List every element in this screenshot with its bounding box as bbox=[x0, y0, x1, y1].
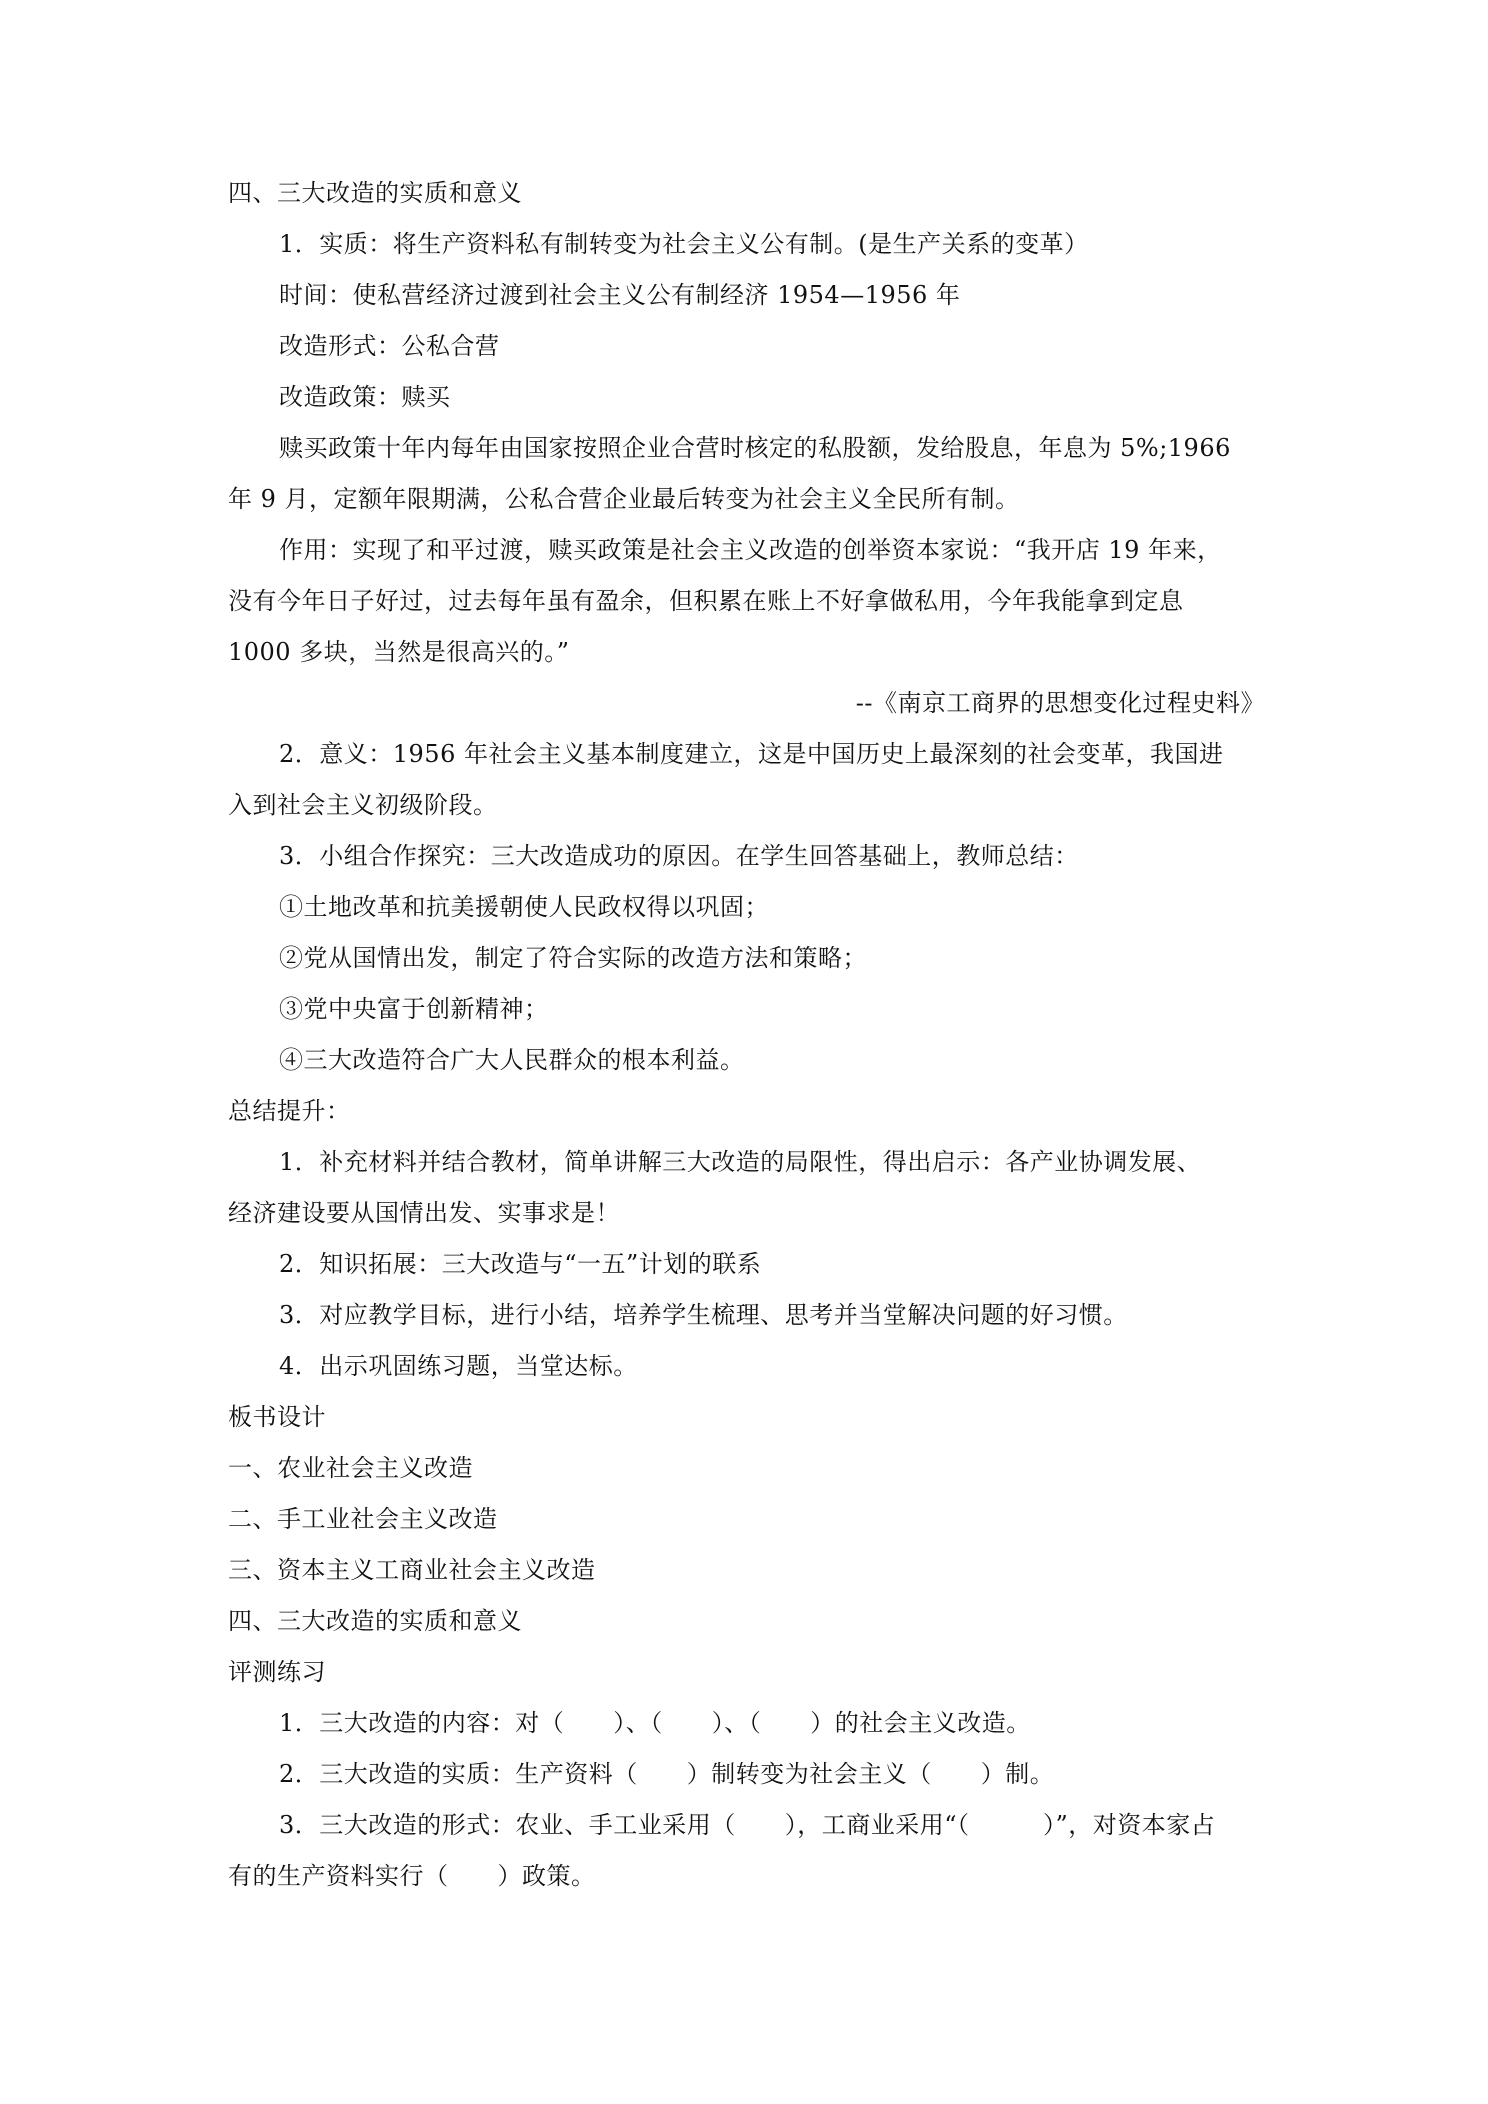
paragraph-line: 作用：实现了和平过渡，赎买政策是社会主义改造的创举资本家说：“我开店 19 年来， bbox=[279, 536, 1222, 564]
list-item: ④三大改造符合广大人民群众的根本利益。 bbox=[279, 1046, 745, 1074]
outline-item: 三、资本主义工商业社会主义改造 bbox=[228, 1556, 596, 1584]
paragraph-line: 1．实质：将生产资料私有制转变为社会主义公有制。(是生产关系的变革） bbox=[279, 230, 1089, 258]
list-item: ③党中央富于创新精神； bbox=[279, 995, 549, 1023]
exercise-item: 2．三大改造的实质：生产资料（ ）制转变为社会主义（ ）制。 bbox=[279, 1760, 1055, 1788]
paragraph-line: 赎买政策十年内每年由国家按照企业合营时核定的私股额，发给股息，年息为 5%;1966 bbox=[279, 434, 1231, 462]
paragraph-line: 1．补充材料并结合教材，简单讲解三大改造的局限性，得出启示：各产业协调发展、 bbox=[279, 1148, 1202, 1176]
paragraph-line: 4．出示巩固练习题，当堂达标。 bbox=[279, 1352, 638, 1380]
outline-item: 一、农业社会主义改造 bbox=[228, 1454, 473, 1482]
outline-item: 四、三大改造的实质和意义 bbox=[228, 1607, 522, 1635]
exercise-item: 有的生产资料实行（ ）政策。 bbox=[228, 1862, 596, 1890]
paragraph-line: 3．对应教学目标，进行小结，培养学生梳理、思考并当堂解决问题的好习惯。 bbox=[279, 1301, 1128, 1329]
paragraph-line: 经济建设要从国情出发、实事求是！ bbox=[228, 1199, 620, 1227]
section-heading: 板书设计 bbox=[228, 1403, 326, 1431]
paragraph-line: 1000 多块，当然是很高兴的。” bbox=[228, 638, 570, 666]
section-heading: 总结提升： bbox=[228, 1097, 351, 1125]
section-heading: 评测练习 bbox=[228, 1658, 326, 1686]
paragraph-line: 2．意义：1956 年社会主义基本制度建立，这是中国历史上最深刻的社会变革，我国进 bbox=[279, 740, 1224, 768]
paragraph-line: 没有今年日子好过，过去每年虽有盈余，但积累在账上不好拿做私用，今年我能拿到定息 bbox=[228, 587, 1184, 615]
exercise-item: 1．三大改造的内容：对（ ）、（ ）、（ ）的社会主义改造。 bbox=[279, 1709, 1031, 1737]
exercise-item: 3．三大改造的形式：农业、手工业采用（ ），工商业采用“（ ）”，对资本家占 bbox=[279, 1811, 1216, 1839]
paragraph-line: 3．小组合作探究：三大改造成功的原因。在学生回答基础上，教师总结： bbox=[279, 842, 1079, 870]
paragraph-line: 2．知识拓展：三大改造与“一五”计划的联系 bbox=[279, 1250, 762, 1278]
list-item: ②党从国情出发，制定了符合实际的改造方法和策略； bbox=[279, 944, 867, 972]
paragraph-line: 年 9 月，定额年限期满，公私合营企业最后转变为社会主义全民所有制。 bbox=[228, 485, 1020, 513]
list-item: ①土地改革和抗美援朝使人民政权得以巩固； bbox=[279, 893, 769, 921]
section-heading: 四、三大改造的实质和意义 bbox=[228, 179, 522, 207]
paragraph-line: 改造形式：公私合营 bbox=[279, 332, 500, 360]
outline-item: 二、手工业社会主义改造 bbox=[228, 1505, 498, 1533]
paragraph-line: 改造政策：赎买 bbox=[279, 383, 451, 411]
quote-source: --《南京工商界的思想变化过程史料》 bbox=[855, 689, 1265, 717]
paragraph-line: 时间：使私营经济过渡到社会主义公有制经济 1954—1956 年 bbox=[279, 281, 961, 309]
paragraph-line: 入到社会主义初级阶段。 bbox=[228, 791, 498, 819]
